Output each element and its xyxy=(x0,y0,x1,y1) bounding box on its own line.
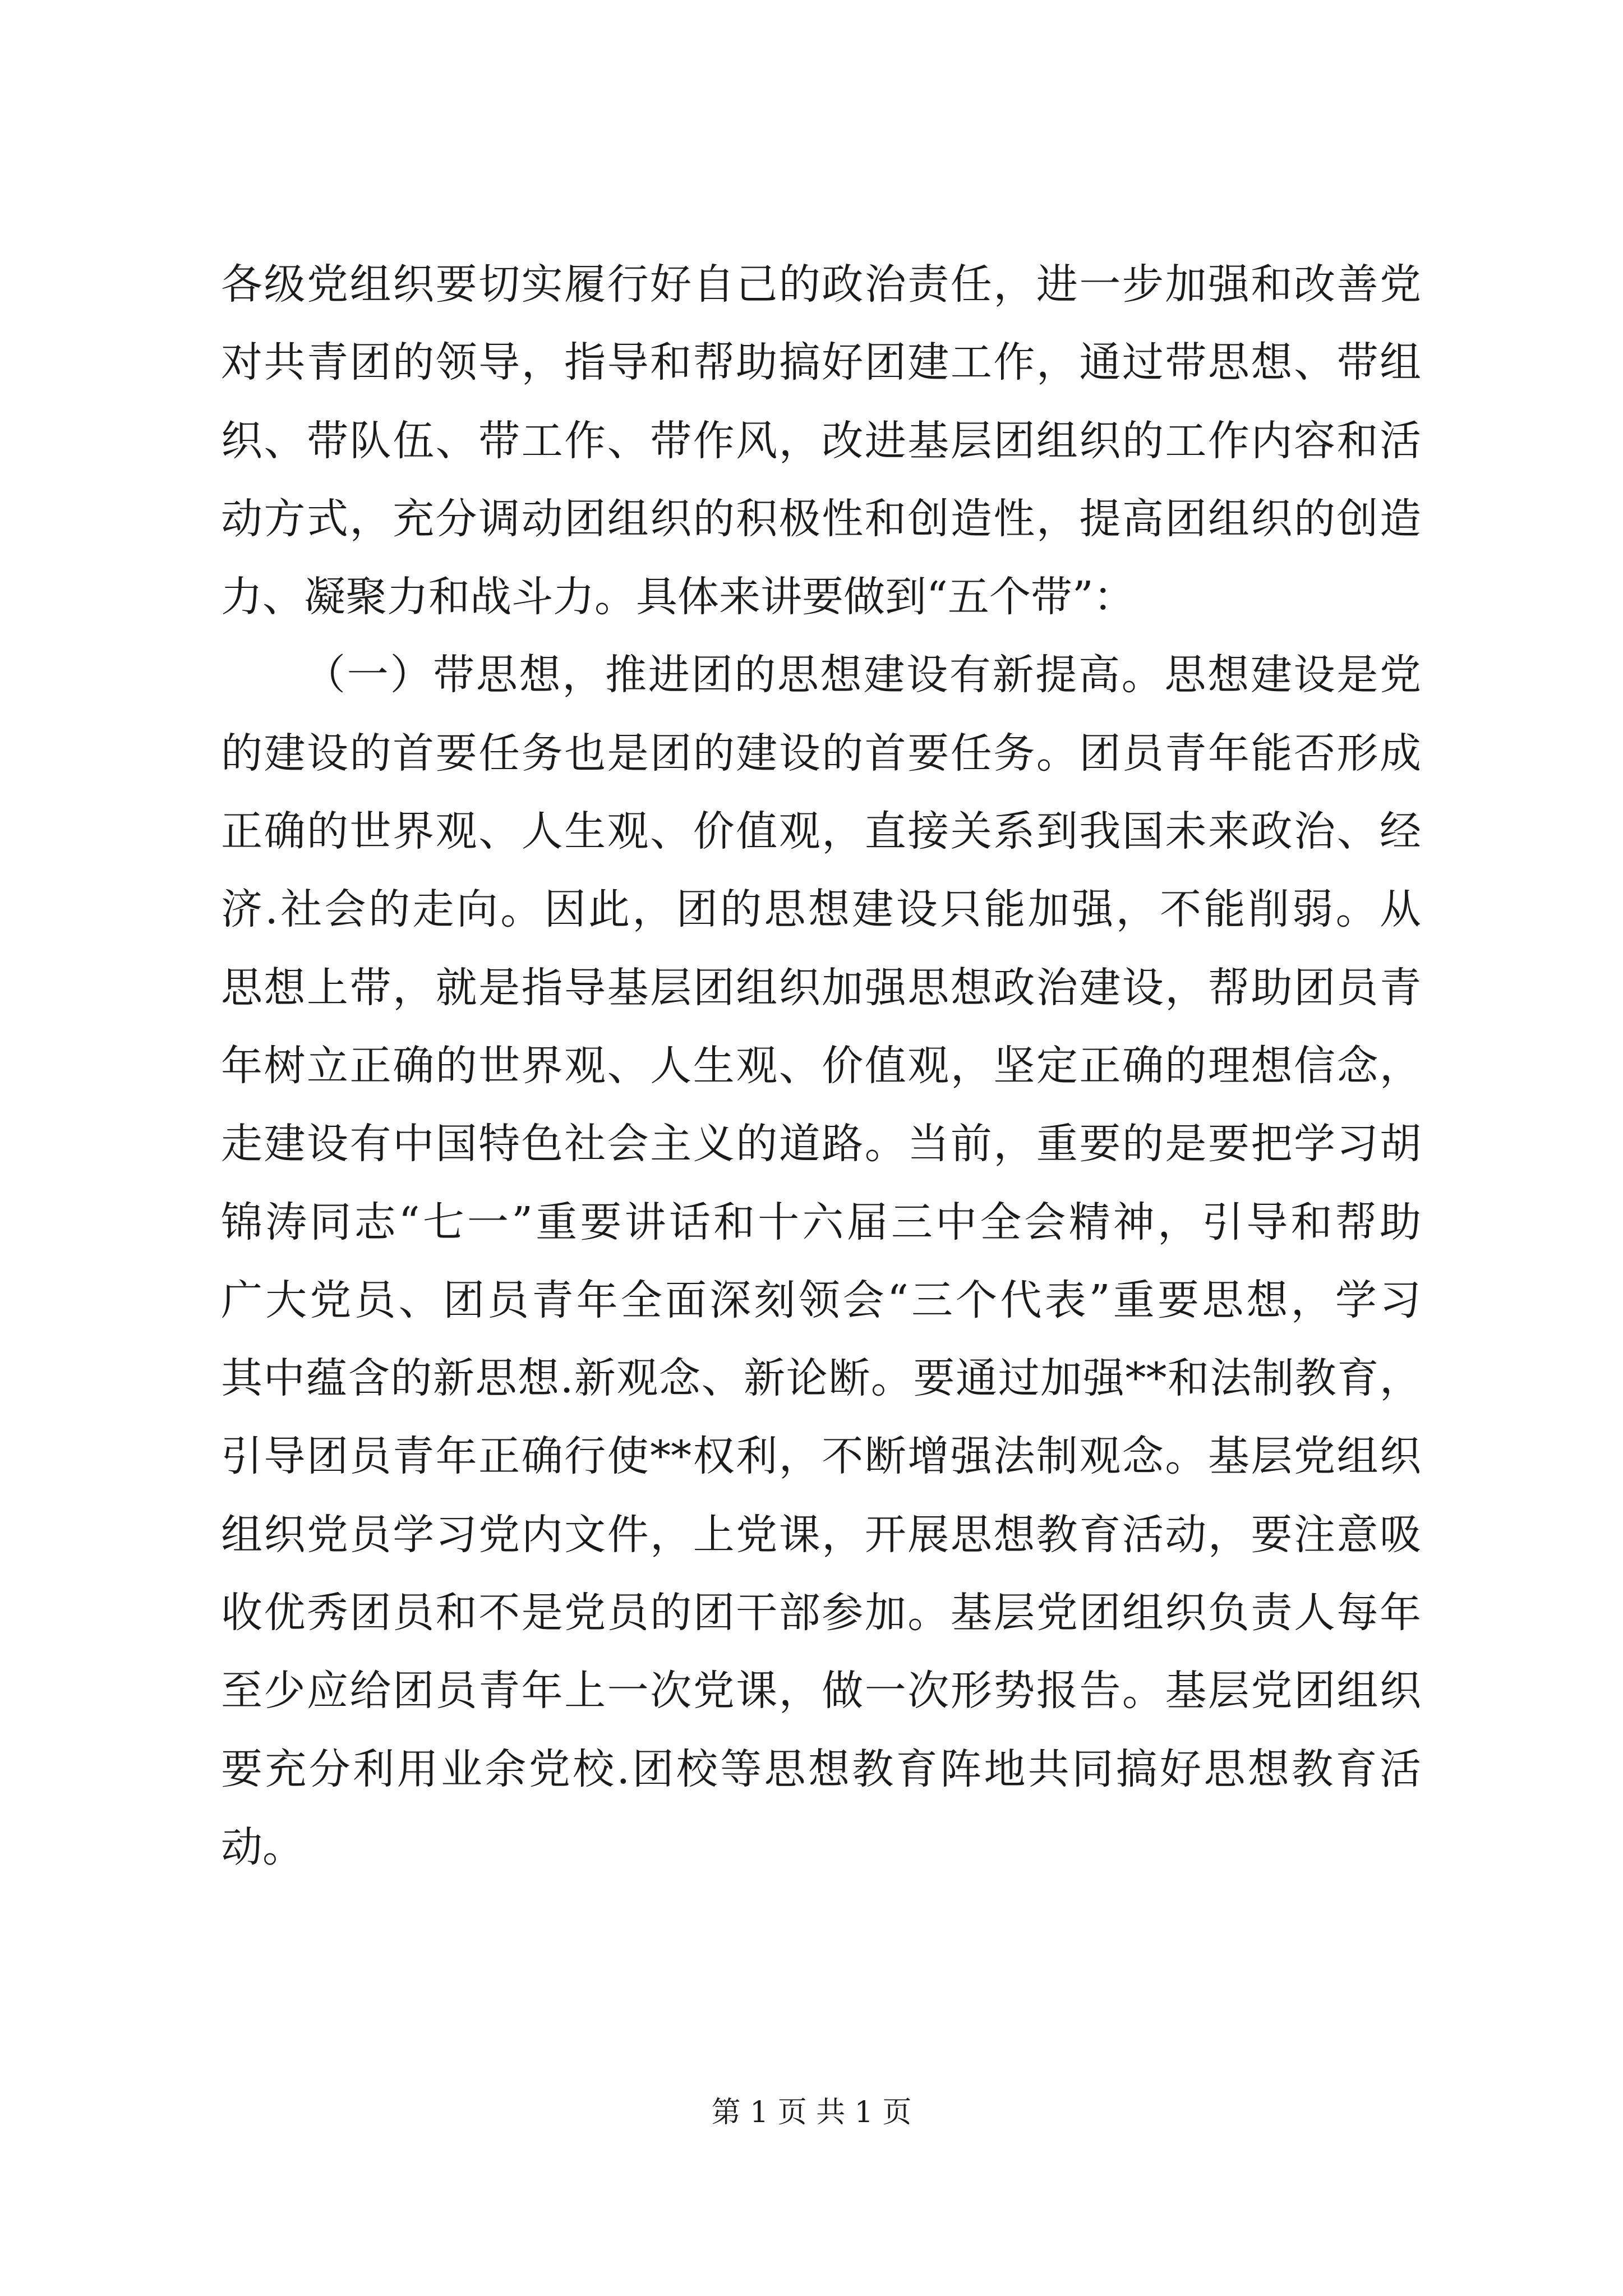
text-line: 广大党员、团员青年全面深刻领会“三个代表”重要思想，学习 xyxy=(221,1276,1421,1324)
text-line: 织、带队伍、带工作、带作风，改进基层团组织的工作内容和活 xyxy=(221,416,1421,465)
text-line: 至少应给团员青年上一次党课，做一次形势报告。基层党团组织 xyxy=(221,1667,1421,1715)
text-line: 对共青团的领导，指导和帮助搞好团建工作，通过带思想、带组 xyxy=(221,338,1421,387)
text-line: 济.社会的走向。因此，团的思想建设只能加强，不能削弱。从 xyxy=(221,885,1421,934)
text-line: 各级党组织要切实履行好自己的政治责任，进一步加强和改善党 xyxy=(221,260,1421,309)
text-line: 要充分利用业余党校.团校等思想教育阵地共同搞好思想教育活 xyxy=(221,1745,1421,1793)
text-line: 收优秀团员和不是党员的团干部参加。基层党团组织负责人每年 xyxy=(221,1589,1421,1637)
text-line: 动方式，充分调动团组织的积极性和创造性，提高团组织的创造 xyxy=(221,494,1421,543)
text-line: 走建设有中国特色社会主义的道路。当前，重要的是要把学习胡 xyxy=(221,1120,1421,1168)
page-number-footer: 第 1 页 共 1 页 xyxy=(711,2096,912,2129)
section-heading-line: （一）带思想，推进团的思想建设有新提高。思想建设是党 xyxy=(304,651,1421,700)
text-line: 动。 xyxy=(221,1823,304,1871)
text-line: 思想上带，就是指导基层团组织加强思想政治建设，帮助团员青 xyxy=(221,963,1421,1012)
text-line: 年树立正确的世界观、人生观、价值观，坚定正确的理想信念， xyxy=(221,1041,1421,1090)
text-line: 锦涛同志“七一”重要讲话和十六届三中全会精神，引导和帮助 xyxy=(221,1198,1421,1246)
text-line: 正确的世界观、人生观、价值观，直接关系到我国未来政治、经 xyxy=(221,807,1421,856)
text-line: 的建设的首要任务也是团的建设的首要任务。团员青年能否形成 xyxy=(221,729,1421,777)
body-text xyxy=(221,246,1421,1887)
text-line: 引导团员青年正确行使**权利，不断增强法制观念。基层党组织 xyxy=(221,1432,1421,1481)
text-line: 其中蕴含的新思想.新观念、新论断。要通过加强**和法制教育， xyxy=(221,1354,1421,1403)
text-line: 力、凝聚力和战斗力。具体来讲要做到“五个带”： xyxy=(221,573,1135,622)
text-line: 组织党员学习党内文件，上党课，开展思想教育活动，要注意吸 xyxy=(221,1510,1421,1559)
